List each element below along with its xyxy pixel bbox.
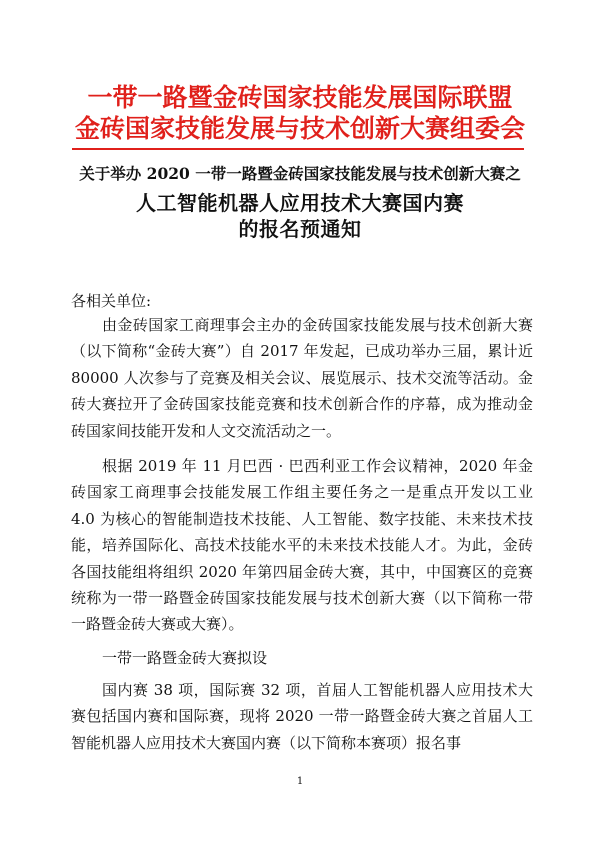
page-number: 1 (296, 776, 304, 787)
notice-title-line-1: 人工智能机器人应用技术大赛国内赛 (136, 191, 464, 215)
body-paragraph: 根据 2019 年 11 月巴西 · 巴西利亚工作会议精神，2020 年金砖国家工商理事会技能发展工作组主要任务之一是重点开发以工业 4.0 为核心的智能制造技术技能、人工智能、数字技能、未来技术技能，培养国际化、高技术技能水平的未来技术技能人才。为此，金砖各国技能组将组织 2020 年第四届金砖大赛，其中，中国赛区的竞赛统称为一带一路暨金砖国家技能发展与技术创新大赛（以下简称一带一路暨金砖大赛或大赛）。 (71, 457, 533, 634)
body-paragraph: 由金砖国家工商理事会主办的金砖国家技能发展与技术创新大赛（以下简称“金砖大赛”）自 2017 年发起，已成功举办三届，累计近 80000 人次参与了竞赛及相关会议、展览展示、技术交流等活动。金砖大赛拉开了金砖国家技能竞赛和技术创新合作的序幕，成为推动金砖国家间技能开发和人文交流活动之一。 (71, 316, 533, 440)
body-paragraph: 一带一路暨金砖大赛拟设 (102, 649, 268, 667)
letterhead-divider (72, 148, 524, 150)
notice-subtitle: 关于举办 2020 一带一路暨金砖国家技能发展与技术创新大赛之 (79, 164, 521, 183)
notice-title-line-2: 的报名预通知 (238, 217, 362, 241)
letterhead-line-2: 金砖国家技能发展与技术创新大赛组委会 (74, 114, 525, 143)
salutation: 各相关单位: (71, 292, 152, 310)
letterhead-line-1: 一带一路暨金砖国家技能发展国际联盟 (87, 83, 513, 112)
body-paragraph: 国内赛 38 项，国际赛 32 项，首届人工智能机器人应用技术大赛包括国内赛和国际赛，现将 2020 一带一路暨金砖大赛之首届人工智能机器人应用技术大赛国内赛（以下简称本赛项）报名事 (71, 681, 533, 752)
